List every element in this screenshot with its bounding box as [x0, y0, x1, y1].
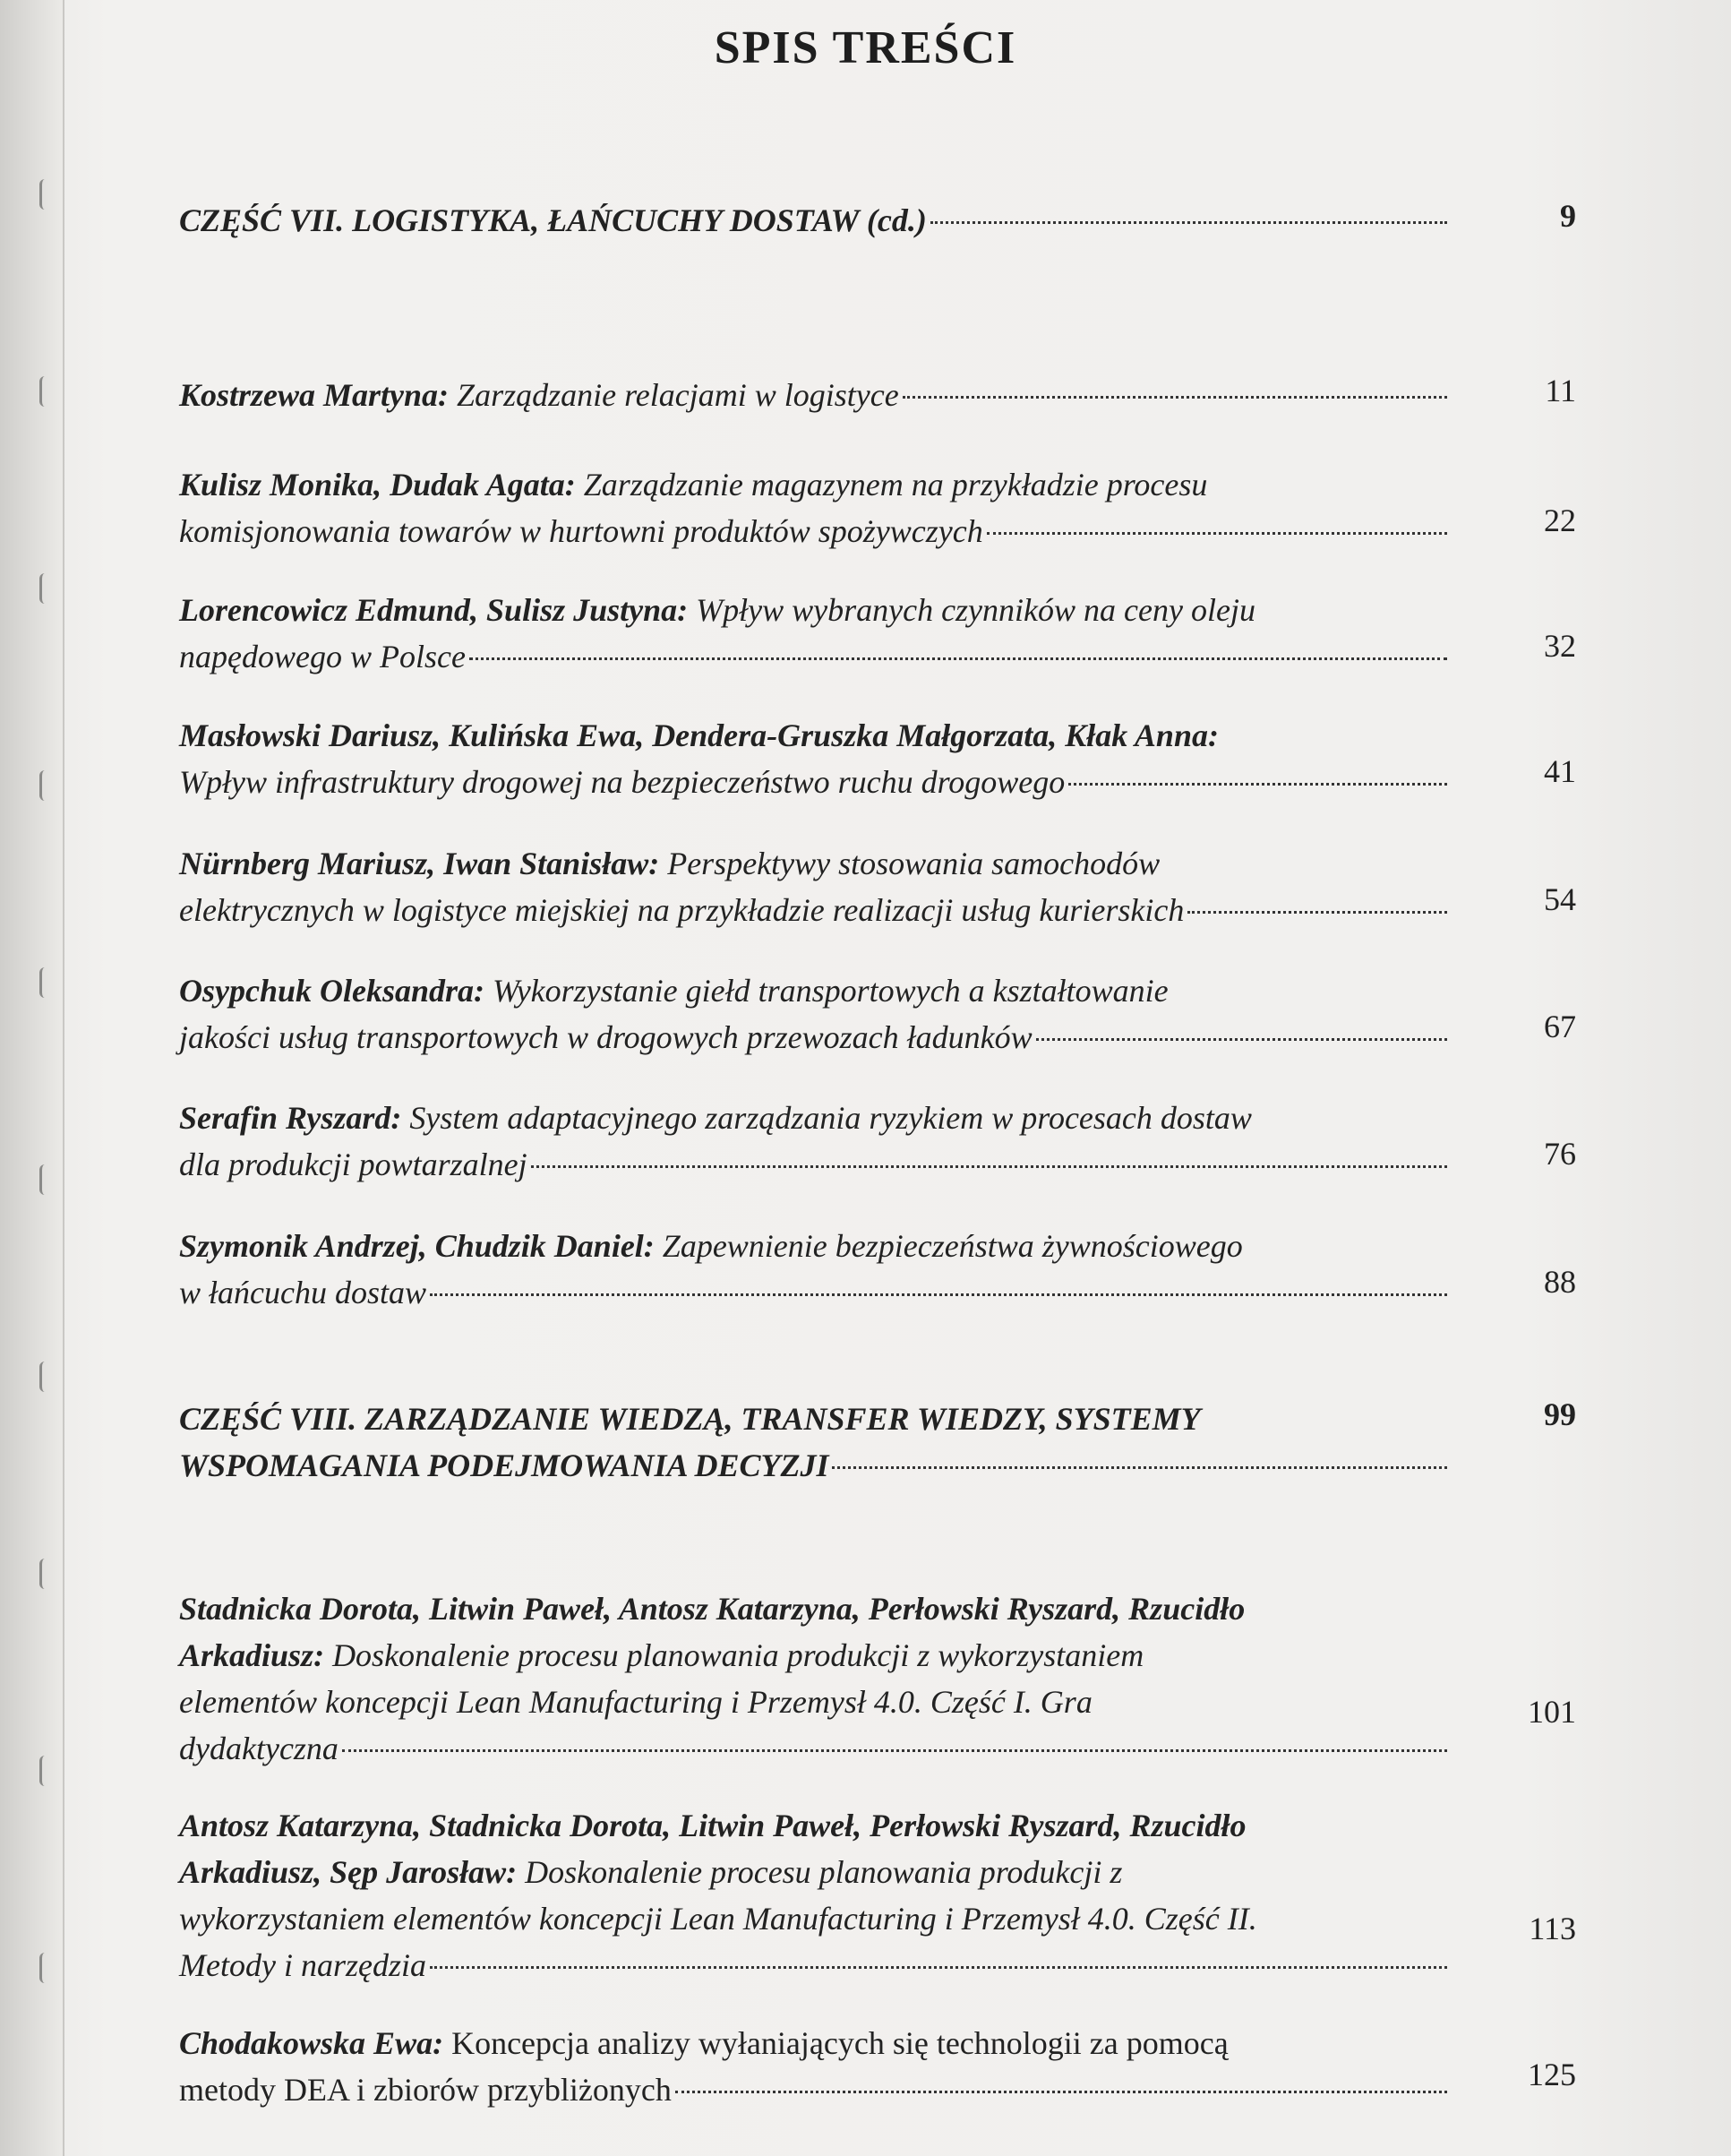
toc-entry[interactable]	[179, 2020, 1576, 2113]
entry-authors-cont: Arkadiusz, Sęp Jarosław:	[179, 1854, 518, 1890]
entry-authors: Serafin Ryszard:	[179, 1100, 402, 1136]
entry-authors: Masłowski Dariusz, Kulińska Ewa, Dendera-Gruszka Małgorzata, Kłak Anna:	[179, 717, 1219, 753]
binding-stitch	[39, 1756, 58, 1786]
entry-title-cont: jakości usług transportowych w drogowych przewozach ładunków	[179, 1019, 1033, 1055]
binding-stitch	[39, 1164, 58, 1195]
entry-title: Doskonalenie procesu planowania produkcji z	[525, 1854, 1123, 1890]
entry-authors-cont: Arkadiusz:	[179, 1637, 325, 1673]
entry-title: Wpływ wybranych czynników na ceny oleju	[696, 592, 1255, 628]
entry-authors: Kulisz Monika, Dudak Agata:	[179, 467, 576, 502]
page-number: 101	[1528, 1694, 1576, 1730]
dot-leader	[342, 1749, 1447, 1752]
dot-leader	[1187, 911, 1447, 914]
toc-entry[interactable]	[179, 712, 1576, 805]
entry-title: Wykorzystanie giełd transportowych a kształtowanie	[493, 973, 1169, 1009]
entry-authors: Kostrzewa Martyna:	[179, 377, 450, 413]
book-binding	[0, 0, 64, 2156]
entry-title-cont: napędowego w Polsce	[179, 639, 466, 674]
page-number: 113	[1529, 1911, 1576, 1946]
binding-stitch	[39, 1361, 58, 1392]
entry-authors: Stadnicka Dorota, Litwin Paweł, Antosz Katarzyna, Perłowski Ryszard, Rzucidło	[179, 1591, 1246, 1627]
binding-stitch	[39, 1953, 58, 1983]
entry-title: Zarządzanie relacjami w logistyce	[457, 377, 899, 413]
entry-title: Wpływ infrastruktury drogowej na bezpieczeństwo ruchu drogowego	[179, 764, 1066, 800]
dot-leader	[469, 657, 1447, 660]
page-number: 41	[1544, 753, 1576, 789]
toc-entry[interactable]	[179, 461, 1576, 554]
entry-authors: Chodakowska Ewa:	[179, 2025, 444, 2061]
dot-leader	[675, 2091, 1447, 2093]
page-number: 125	[1528, 2057, 1576, 2092]
toc-entry[interactable]	[179, 587, 1576, 680]
entry-title-cont: elementów koncepcji Lean Manufacturing i Przemysł 4.0. Część I. Gra	[179, 1684, 1093, 1720]
binding-stitch	[39, 967, 58, 998]
toc-entry[interactable]	[179, 1095, 1576, 1188]
page-number: 76	[1544, 1136, 1576, 1172]
entry-title-cont: komisjonowania towarów w hurtowni produktów spożywczych	[179, 513, 983, 549]
entry-authors: Nürnberg Mariusz, Iwan Stanisław:	[179, 846, 660, 881]
page-number: 32	[1544, 628, 1576, 664]
binding-stitch	[39, 179, 58, 210]
toc-entry[interactable]	[179, 1585, 1576, 1772]
binding-stitch	[39, 376, 58, 407]
page-number: 99	[1544, 1396, 1576, 1432]
entry-title: Zarządzanie magazynem na przykładzie procesu	[583, 467, 1208, 502]
page-number: 88	[1544, 1264, 1576, 1300]
toc-entry[interactable]	[179, 1223, 1576, 1316]
binding-stitch	[39, 1559, 58, 1589]
dot-leader	[987, 532, 1447, 535]
entry-title-cont: dla produkcji powtarzalnej	[179, 1147, 527, 1182]
toc-part-8[interactable]	[179, 1396, 1576, 1489]
entry-title: System adaptacyjnego zarządzania ryzykiem w procesach dostaw	[409, 1100, 1252, 1136]
part-title-cont: WSPOMAGANIA PODEJMOWANIA DECYZJI	[179, 1447, 829, 1483]
entry-title-cont: elektrycznych w logistyce miejskiej na przykładzie realizacji usług kurierskich	[179, 892, 1185, 928]
part-title: CZĘŚĆ VIII. ZARZĄDZANIE WIEDZĄ, TRANSFER WIEDZY, SYSTEMY	[179, 1401, 1201, 1437]
toc-entry[interactable]	[179, 967, 1576, 1061]
binding-stitch	[39, 770, 58, 801]
part-title: CZĘŚĆ VII. LOGISTYKA, ŁAŃCUCHY DOSTAW (cd.)	[179, 202, 927, 238]
entry-authors: Antosz Katarzyna, Stadnicka Dorota, Litwin Paweł, Perłowski Ryszard, Rzucidło	[179, 1808, 1247, 1843]
entry-title: Perspektywy stosowania samochodów	[667, 846, 1161, 881]
page-title: SPIS TREŚCI	[714, 22, 1017, 73]
entry-title: Doskonalenie procesu planowania produkcji z wykorzystaniem	[332, 1637, 1144, 1673]
entry-title-cont: Metody i narzędzia	[179, 1947, 426, 1983]
entry-title: Zapewnienie bezpieczeństwa żywnościowego	[662, 1228, 1243, 1264]
binding-stitch	[39, 573, 58, 604]
entry-title: Koncepcja analizy wyłaniających się technologii za pomocą	[451, 2025, 1229, 2061]
dot-leader	[1036, 1038, 1447, 1041]
toc-part-7[interactable]	[179, 197, 1576, 244]
entry-title-cont: w łańcuchu dostaw	[179, 1275, 426, 1310]
entry-title-cont: dydaktyczna	[179, 1731, 338, 1766]
dot-leader	[1068, 783, 1447, 786]
dot-leader	[930, 221, 1447, 224]
page-number: 11	[1545, 373, 1576, 408]
toc-entry[interactable]	[179, 372, 1576, 418]
page-number: 9	[1560, 198, 1576, 234]
toc-entry[interactable]	[179, 840, 1576, 933]
dot-leader	[531, 1165, 1447, 1168]
dot-leader	[430, 1966, 1447, 1969]
entry-authors: Szymonik Andrzej, Chudzik Daniel:	[179, 1228, 655, 1264]
page-number: 54	[1544, 881, 1576, 917]
page-number: 67	[1544, 1009, 1576, 1044]
dot-leader	[832, 1466, 1447, 1469]
entry-title-cont: wykorzystaniem elementów koncepcji Lean Manufacturing i Przemysł 4.0. Część II.	[179, 1901, 1257, 1937]
toc-entry[interactable]	[179, 1802, 1576, 1989]
dot-leader	[430, 1293, 1447, 1296]
page-number: 22	[1544, 502, 1576, 538]
entry-title-cont: metody DEA i zbiorów przybliżonych	[179, 2072, 672, 2108]
entry-authors: Osypchuk Oleksandra:	[179, 973, 485, 1009]
dot-leader	[903, 396, 1447, 399]
entry-authors: Lorencowicz Edmund, Sulisz Justyna:	[179, 592, 689, 628]
